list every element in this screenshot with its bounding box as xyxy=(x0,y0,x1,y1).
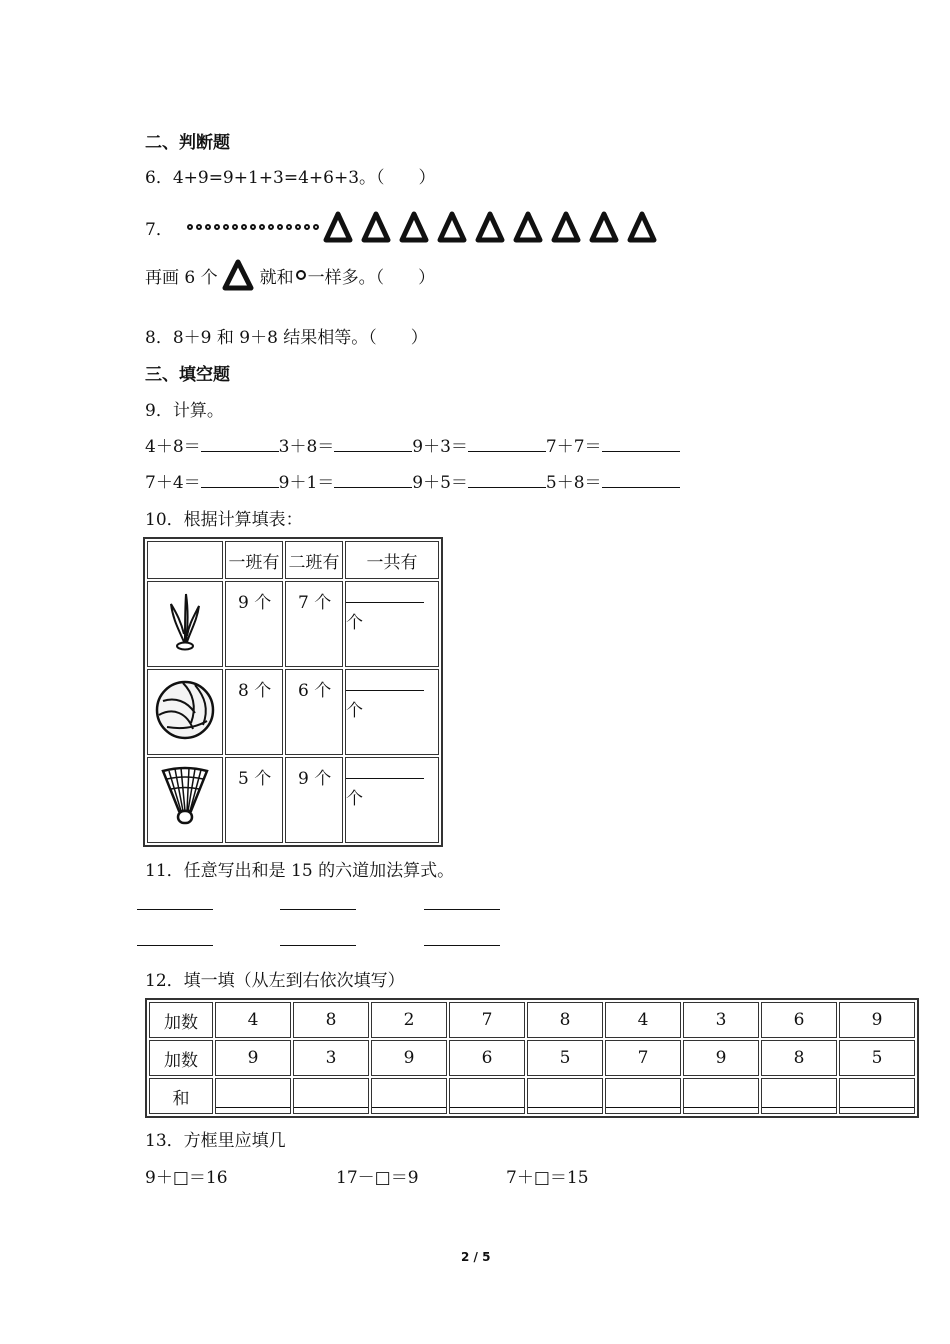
row-label: 和 xyxy=(149,1078,213,1114)
question-11-title: 11．任意写出和是 15 的六道加法算式。 xyxy=(145,861,455,881)
class1-count: 9 个 xyxy=(225,581,283,667)
sum-cell[interactable] xyxy=(839,1078,915,1114)
circle-icon xyxy=(187,224,193,230)
circle-icon xyxy=(196,224,202,230)
sum-cell[interactable] xyxy=(527,1078,603,1114)
table-header: 一班有 xyxy=(225,541,283,579)
triangle-icon xyxy=(323,210,353,244)
question-7-number: 7． xyxy=(145,219,173,240)
calc-item: 7＋4＝ xyxy=(145,473,201,493)
addend-cell: 5 xyxy=(839,1040,915,1076)
answer-line[interactable] xyxy=(424,931,500,951)
circle-icon xyxy=(259,224,265,230)
addend-cell: 9 xyxy=(683,1040,759,1076)
question-10-table xyxy=(143,537,443,847)
triangle-row xyxy=(323,210,657,244)
q7-text-mid: 就和 xyxy=(259,267,294,288)
shuttlecock-feather-icon xyxy=(147,581,223,667)
table-row xyxy=(147,581,439,667)
equation-item: 9＋□＝16 xyxy=(145,1168,228,1188)
table-header: 一共有 xyxy=(345,541,439,579)
addend-cell: 4 xyxy=(605,1002,681,1038)
sum-cell[interactable] xyxy=(215,1078,291,1114)
question-9-row-2 xyxy=(145,468,680,493)
section-2-title: 二、判断题 xyxy=(145,133,230,153)
addend-cell: 6 xyxy=(761,1002,837,1038)
addend-cell: 5 xyxy=(527,1040,603,1076)
sum-cell[interactable] xyxy=(761,1078,837,1114)
table-row xyxy=(147,757,439,843)
question-7-figure xyxy=(145,210,657,244)
question-13-title: 13．方框里应填几 xyxy=(145,1131,286,1151)
circle-icon xyxy=(313,224,319,230)
class2-count: 7 个 xyxy=(285,581,343,667)
circle-icon xyxy=(205,224,211,230)
total-cell[interactable]: 个 xyxy=(345,581,439,667)
triangle-icon xyxy=(437,210,467,244)
answer-blank[interactable] xyxy=(602,473,680,488)
answer-line[interactable] xyxy=(424,895,500,915)
calc-item: 4＋8＝ xyxy=(145,437,201,457)
addend-cell: 4 xyxy=(215,1002,291,1038)
question-12-table xyxy=(145,998,919,1118)
table-row xyxy=(149,1002,915,1038)
circle-icon xyxy=(277,224,283,230)
answer-blank[interactable] xyxy=(334,473,412,488)
circle-icon xyxy=(232,224,238,230)
question-8: 8．8＋9 和 9＋8 结果相等。（ ） xyxy=(145,328,428,348)
circle-icon xyxy=(214,224,220,230)
total-cell[interactable]: 个 xyxy=(345,757,439,843)
circle-icon xyxy=(286,224,292,230)
circle-icon xyxy=(223,224,229,230)
answer-line[interactable] xyxy=(137,931,213,951)
calc-item: 3＋8＝ xyxy=(278,437,335,457)
badminton-shuttlecock-icon xyxy=(147,757,223,843)
answer-line[interactable] xyxy=(280,931,356,951)
row-label: 加数 xyxy=(149,1040,213,1076)
volleyball-icon xyxy=(147,669,223,755)
addend-cell: 9 xyxy=(371,1040,447,1076)
triangle-icon xyxy=(627,210,657,244)
calc-item: 9＋1＝ xyxy=(278,473,335,493)
addend-cell: 8 xyxy=(527,1002,603,1038)
triangle-icon xyxy=(589,210,619,244)
sum-cell[interactable] xyxy=(371,1078,447,1114)
answer-line[interactable] xyxy=(280,895,356,915)
circle-icon xyxy=(268,224,274,230)
calc-item: 9＋3＝ xyxy=(412,437,468,457)
total-cell[interactable]: 个 xyxy=(345,669,439,755)
answer-blank[interactable] xyxy=(334,437,412,452)
class2-count: 9 个 xyxy=(285,757,343,843)
addend-cell: 3 xyxy=(293,1040,369,1076)
circle-row xyxy=(187,224,319,230)
question-10-title: 10．根据计算填表： xyxy=(145,510,303,530)
question-6: 6．4+9=9+1+3=4+6+3。（ ） xyxy=(145,168,436,188)
addend-cell: 8 xyxy=(293,1002,369,1038)
addend-cell: 9 xyxy=(215,1040,291,1076)
sum-cell[interactable] xyxy=(449,1078,525,1114)
q7-text-before: 再画 6 个 xyxy=(145,267,218,288)
sum-cell[interactable] xyxy=(683,1078,759,1114)
q7-text-after: 一样多。（ ） xyxy=(307,267,436,288)
answer-blank[interactable] xyxy=(602,437,680,452)
calc-item: 7＋7＝ xyxy=(545,437,602,457)
addend-cell: 8 xyxy=(761,1040,837,1076)
triangle-icon xyxy=(361,210,391,244)
answer-blank[interactable] xyxy=(201,437,279,452)
row-label: 加数 xyxy=(149,1002,213,1038)
triangle-icon xyxy=(513,210,543,244)
question-7-text xyxy=(145,258,435,292)
circle-icon xyxy=(295,224,301,230)
equation-item: 7＋□＝15 xyxy=(506,1168,589,1188)
triangle-icon xyxy=(551,210,581,244)
addend-cell: 2 xyxy=(371,1002,447,1038)
table-header: 二班有 xyxy=(285,541,343,579)
answer-blank[interactable] xyxy=(468,437,546,452)
calc-item: 5＋8＝ xyxy=(545,473,602,493)
addend-cell: 9 xyxy=(839,1002,915,1038)
question-9-row-1 xyxy=(145,432,680,457)
table-row xyxy=(149,1040,915,1076)
answer-blank[interactable] xyxy=(201,473,279,488)
page-number: 2 / 5 xyxy=(461,1250,491,1264)
table-row xyxy=(147,669,439,755)
table-header-empty xyxy=(147,541,223,579)
addend-cell: 7 xyxy=(449,1002,525,1038)
answer-line[interactable] xyxy=(137,895,213,915)
table-row xyxy=(149,1078,915,1114)
triangle-icon xyxy=(475,210,505,244)
class1-count: 8 个 xyxy=(225,669,283,755)
circle-icon xyxy=(250,224,256,230)
triangle-icon xyxy=(222,258,254,292)
circle-icon xyxy=(296,270,306,280)
question-9-title: 9．计算。 xyxy=(145,401,224,421)
addend-cell: 6 xyxy=(449,1040,525,1076)
circle-icon xyxy=(241,224,247,230)
sum-cell[interactable] xyxy=(293,1078,369,1114)
equation-item: 17－□＝9 xyxy=(336,1168,419,1188)
sum-cell[interactable] xyxy=(605,1078,681,1114)
question-12-title: 12．填一填（从左到右依次填写） xyxy=(145,971,405,991)
calc-item: 9＋5＝ xyxy=(412,473,468,493)
addend-cell: 3 xyxy=(683,1002,759,1038)
triangle-icon xyxy=(399,210,429,244)
class1-count: 5 个 xyxy=(225,757,283,843)
class2-count: 6 个 xyxy=(285,669,343,755)
section-3-title: 三、填空题 xyxy=(145,365,230,385)
answer-blank[interactable] xyxy=(468,473,546,488)
circle-icon xyxy=(304,224,310,230)
addend-cell: 7 xyxy=(605,1040,681,1076)
